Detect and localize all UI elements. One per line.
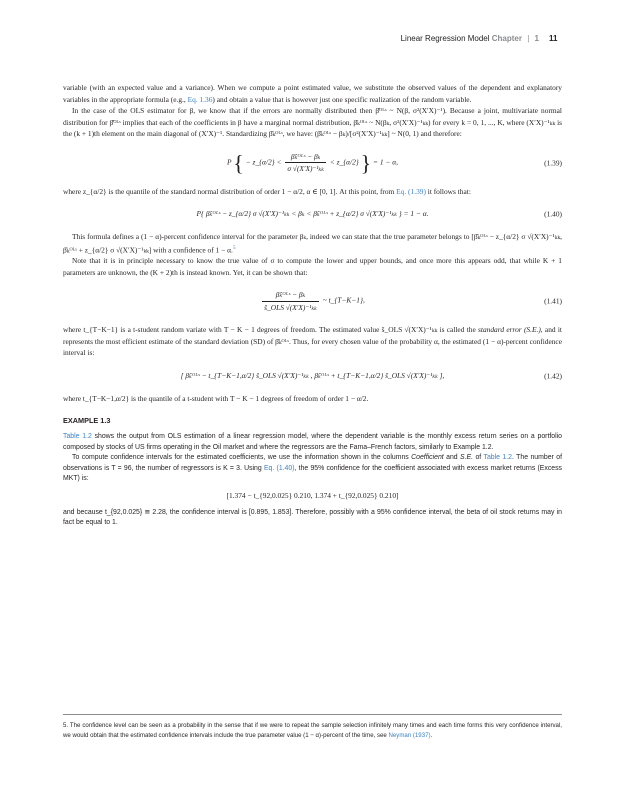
equation-number: (1.40) — [544, 209, 562, 219]
chapter-number: 1 — [534, 34, 539, 43]
chapter-label: Chapter — [491, 34, 522, 43]
running-title: Linear Regression Model — [400, 34, 490, 43]
equation-link[interactable]: Eq. (1.40) — [263, 464, 295, 472]
paragraph: This formula defines a (1 − α)-percent confidence interval for the parameter βₖ, indeed we can state that the true parameter belongs to [β̂ₖᴼᴸˢ − z_{α/2} σ √(X′X)⁻¹ₖₖ, β̂ₖᴼᴸˢ + z_{α/2} σ √(X′X)⁻¹ₖₖ] with a confidence of 1 − α.$^5$ — [63, 232, 562, 254]
equation-1-39: P { − z_{α/2} < $\frac{\text{β̂ₖᴼᴸˢ − βₖ}}{\text{σ √(X′X)⁻¹ₖₖ}}$ < z_{α/2} } = 1 − α, (1.39) — [227, 149, 562, 175]
paragraph: variable (with an expected value and a variance). When we compute a point estimated value, we substitute the observed values of the dependent and explanatory variables in the appropriate formula (e.g., Eq. 1.36) and obtain a value that is however just one specific realization of the random variable. — [63, 83, 562, 104]
footnote: 5. The confidence level can be seen as a probability in the sense that if we were to repeat the sample selection infinitely many times and each time forms this very confidence interval, we would obtain that the estimated confidence intervals include the true parameter value (1 − α)-percent of the time, see Neyman (1937). — [63, 714, 562, 740]
example-interval: [1.374 − t_{92,0.025} 0.210, 1.374 + t_{92,0.025} 0.210] — [226, 491, 399, 501]
equation-link[interactable]: Eq. 1.36 — [187, 94, 213, 104]
paragraph: where t_{T−K−1,α/2} is the quantile of a t-student with T − K − 1 degrees of freedom of order 1 − α/2. — [63, 393, 369, 403]
header-separator: | — [527, 34, 530, 43]
fraction: $\frac{\text{β̂ₖᴼᴸˢ − βₖ}}{\text{σ √(X′X)⁻¹ₖₖ}}$ — [287, 151, 324, 173]
paragraph: Note that it is in principle necessary to know the true value of σ to compute the lower and upper bounds, and once more this appears odd, that while K + 1 parameters are unknown, the (K + 2)th is instead known. Yet, it can be shown that: — [63, 256, 562, 277]
example-title: EXAMPLE 1.3 — [63, 416, 111, 426]
main-text — [63, 82, 562, 529]
example-box — [63, 416, 562, 528]
table-link[interactable]: Table 1.2 — [483, 454, 512, 462]
equation-link[interactable]: Eq. (1.39) — [396, 186, 426, 196]
equation-number: (1.42) — [544, 371, 562, 381]
example-paragraph: To compute confidence intervals for the estimated coefficients, we use the information shown in the columns Coefficient and S.E. of Table 1.2. The number of observations is T = 96, the number of regressors is K = 3. Using Eq. (1.40), the 95% confidence for the coefficient associated with excess market returns (Excess MKT) is: — [63, 454, 563, 483]
paragraph: where z_{α/2} is the quantile of the standard normal distribution of order 1 − α/2, α ∈ [0, 1]. At this point, from Eq. (1.39) it follows that: — [63, 186, 471, 196]
equation-1-40: P{ β̂ₖᴼᴸˢ − z_{α/2} σ √(X′X)⁻¹ₖₖ < βₖ < β̂ₖᴼᴸˢ + z_{α/2} σ √(X′X)⁻¹ₖₖ } = 1 − α. (1.40) — [196, 209, 562, 219]
equation-number: (1.41) — [544, 296, 562, 306]
paragraph: where t_{T−K−1} is a t-student random variate with T − K − 1 degrees of freedom. The estimated value ŝ_OLS √(X′X)⁻¹ₖₖ is called the standard error (S.E.), and it represents the most efficient estimate of the standard deviation (SD) of β̂ₖᴼᴸˢ. Thus, for every chosen value of the probability α, the estimated (1 − α)-percent confidence interval is: — [63, 325, 562, 358]
equation-1-41: $\frac{\text{β̂ₖᴼᴸˢ − βₖ}}{\text{ŝ\_OLS √(X′X)⁻¹ₖₖ}}$ ~ t_{T−K−1}, (1.41) — [264, 290, 562, 312]
paragraph: In the case of the OLS estimator for β, we know that if the errors are normally distributed then β̂ᴼᴸˢ ~ N(β, σ²(X′X)⁻¹). Because a joint, multivariate normal distribution for β̂ᴼᴸˢ implies that each of the coefficients in β have a marginal normal distribution, β̂ₖᴼᴸˢ ~ N(βₖ, σ²(X′X)⁻¹ₖₖ) for every k = 0, 1, ..., K, where (X′X)⁻¹ₖₖ is the (k + 1)th element on the main diagonal of (X′X)⁻¹. Standardizing β̂ₖᴼᴸˢ, we have: (β̂ₖᴼᴸˢ − βₖ)/[σ²(X′X)⁻¹ₖₖ] ~ N(0, 1) and therefore: — [63, 106, 562, 138]
table-link[interactable]: Table 1.2 — [63, 433, 92, 441]
equation-number: (1.39) — [544, 157, 562, 167]
example-paragraph: and because t_{92,0.025} ≅ 2.28, the confidence interval is [0.895, 1.853]. Therefore, possibly with a 95% confidence interval, the beta of oil stock returns may in fact be equal to 1. — [63, 508, 562, 527]
footnote-ref[interactable]: 5 — [232, 244, 236, 251]
citation-link[interactable]: Neyman (1937) — [388, 731, 431, 739]
running-header — [400, 34, 558, 43]
fraction: $\frac{\text{β̂ₖᴼᴸˢ − βₖ}}{\text{ŝ\_OLS √(X′X)⁻¹ₖₖ}}$ — [264, 290, 317, 312]
example-paragraph: Table 1.2 shows the output from OLS estimation of a linear regression model, where the dependent variable is the monthly excess return series on a portfolio composed by stocks of US firms operating in the Oil market and where the regressors are the Fama–French factors, similarly to Example 1.2. — [63, 433, 563, 451]
page-number: 11 — [549, 34, 558, 43]
equation-1-42: [ β̂ₖᴼᴸˢ − t_{T−K−1,α/2} ŝ_OLS √(X′X)⁻¹ₖₖ , β̂ₖᴼᴸˢ + t_{T−K−1,α/2} ŝ_OLS √(X′X)⁻¹ₖₖ ], (1.42) — [180, 371, 562, 381]
